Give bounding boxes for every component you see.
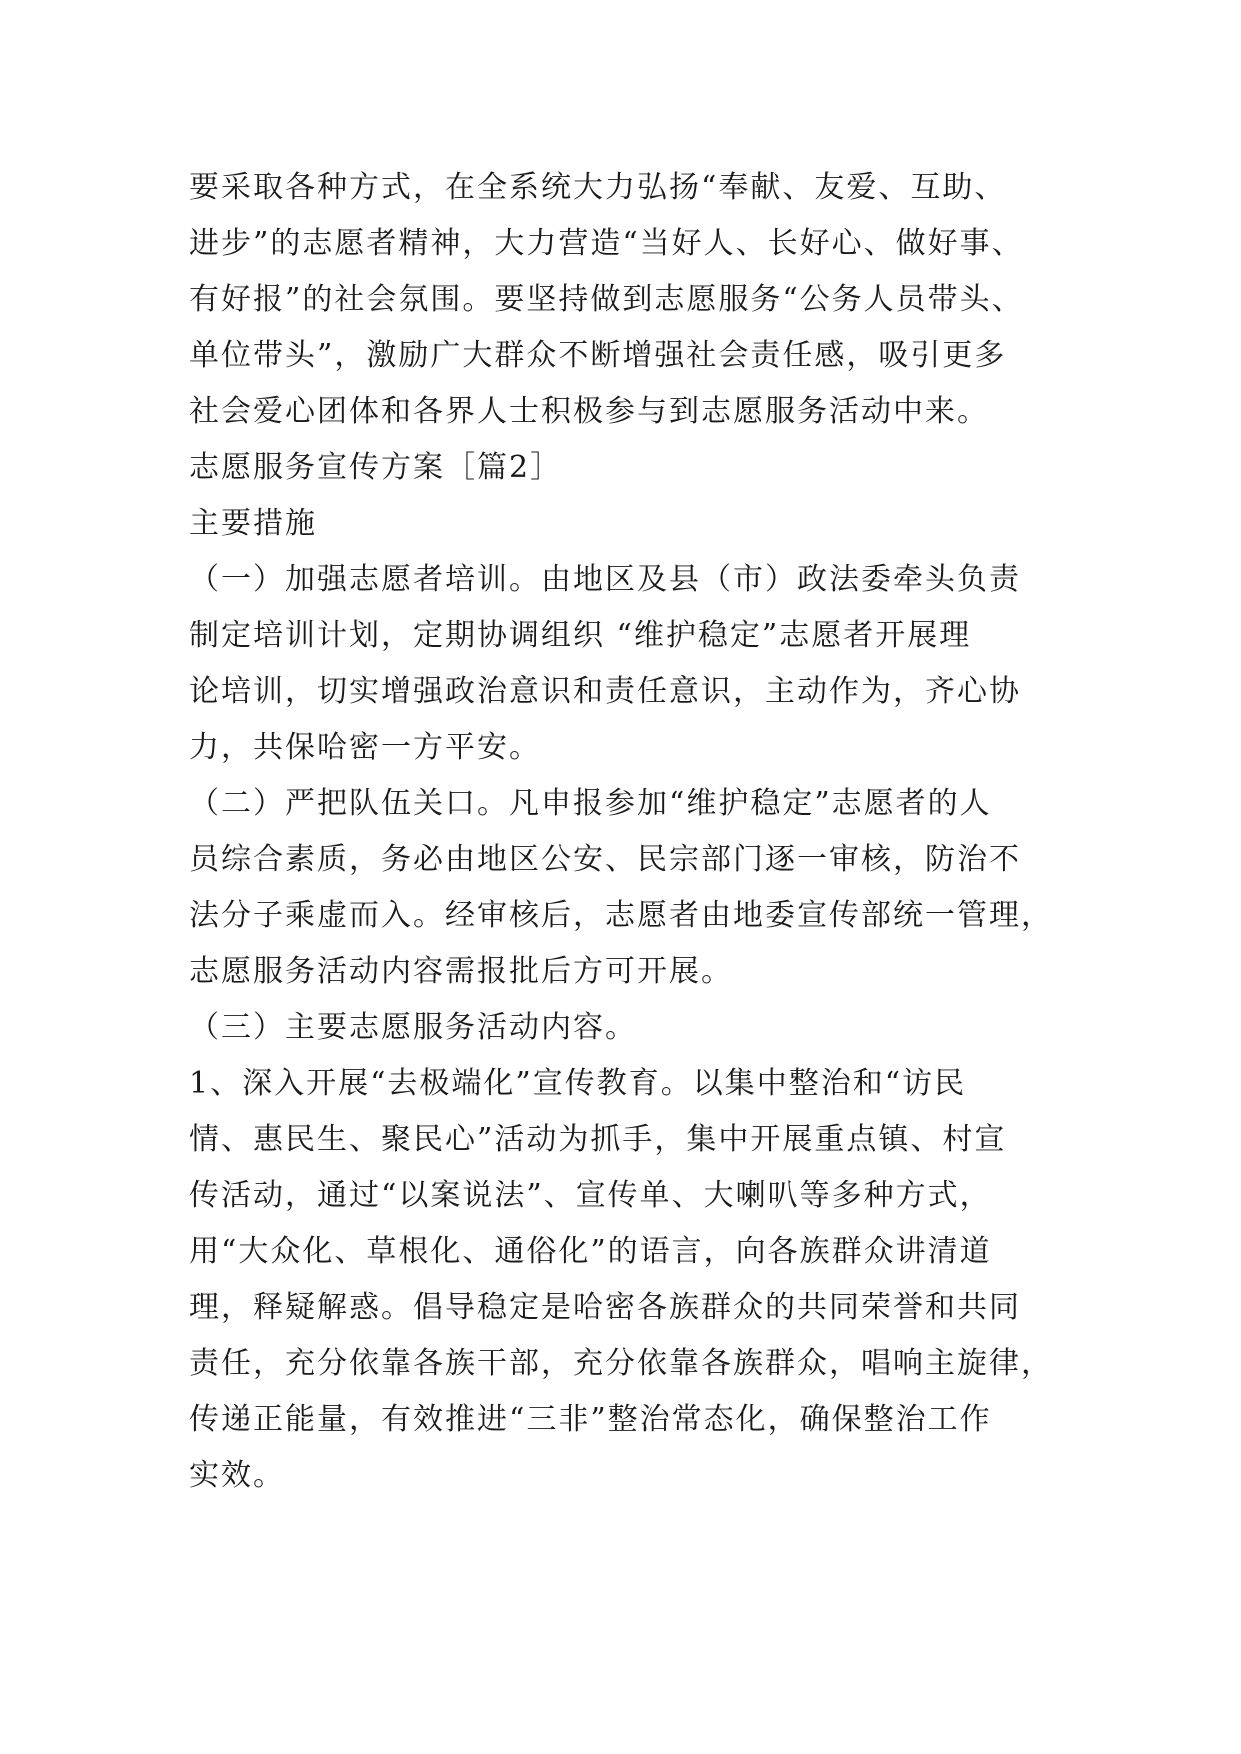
paragraph-line: （二）严把队伍关口。凡申报参加“维护稳定”志愿者的人 [189, 786, 992, 821]
paragraph-line: 员综合素质，务必由地区公安、民宗部门逐一审核，防治不 [189, 842, 1021, 877]
paragraph-line: 理，释疑解惑。倡导稳定是哈密各族群众的共同荣誉和共同 [189, 1290, 1021, 1325]
paragraph-line: 有好报”的社会氛围。要坚持做到志愿服务“公务人员带头、 [189, 282, 1024, 317]
paragraph-line: 进步”的志愿者精神，大力营造“当好人、长好心、做好事、 [189, 226, 1024, 261]
paragraph-line: 1、深入开展“去极端化”宣传教育。以集中整治和“访民 [189, 1066, 967, 1101]
paragraph-line: 制定培训计划，定期协调组织 “维护稳定”志愿者开展理 [189, 618, 972, 653]
paragraph-line: 实效。 [189, 1458, 285, 1493]
paragraph-line: 责任，充分依靠各族干部，充分依靠各族群众，唱响主旋律， [189, 1346, 1053, 1381]
paragraph-line: 单位带头”，激励广大群众不断增强社会责任感，吸引更多 [189, 338, 1007, 373]
list-heading: （三）主要志愿服务活动内容。 [189, 1010, 637, 1045]
paragraph-line: 传活动，通过“以案说法”、宣传单、大喇叭等多种方式， [189, 1178, 992, 1213]
paragraph-line: 传递正能量，有效推进“三非”整治常态化，确保整治工作 [189, 1402, 992, 1437]
section-heading: 志愿服务宣传方案［篇2］ [189, 450, 563, 485]
paragraph-line: 要采取各种方式，在全系统大力弘扬“奉献、友爱、互助、 [189, 170, 1007, 205]
paragraph-line: 法分子乘虚而入。经审核后，志愿者由地委宣传部统一管理， [189, 898, 1053, 933]
paragraph-line: 志愿服务活动内容需报批后方可开展。 [189, 954, 733, 989]
document-body [189, 160, 1089, 1504]
paragraph-line: 社会爱心团体和各界人士积极参与到志愿服务活动中来。 [189, 394, 989, 429]
paragraph-line: 力，共保哈密一方平安。 [189, 730, 541, 765]
paragraph-line: 用“大众化、草根化、通俗化”的语言，向各族群众讲清道 [189, 1234, 992, 1269]
paragraph-line: 情、惠民生、聚民心”活动为抓手，集中开展重点镇、村宣 [189, 1122, 1007, 1157]
paragraph-line: 论培训，切实增强政治意识和责任意识，主动作为，齐心协 [189, 674, 1021, 709]
paragraph-line: （一）加强志愿者培训。由地区及县（市）政法委牵头负责 [189, 562, 1021, 597]
subsection-heading: 主要措施 [189, 506, 317, 541]
